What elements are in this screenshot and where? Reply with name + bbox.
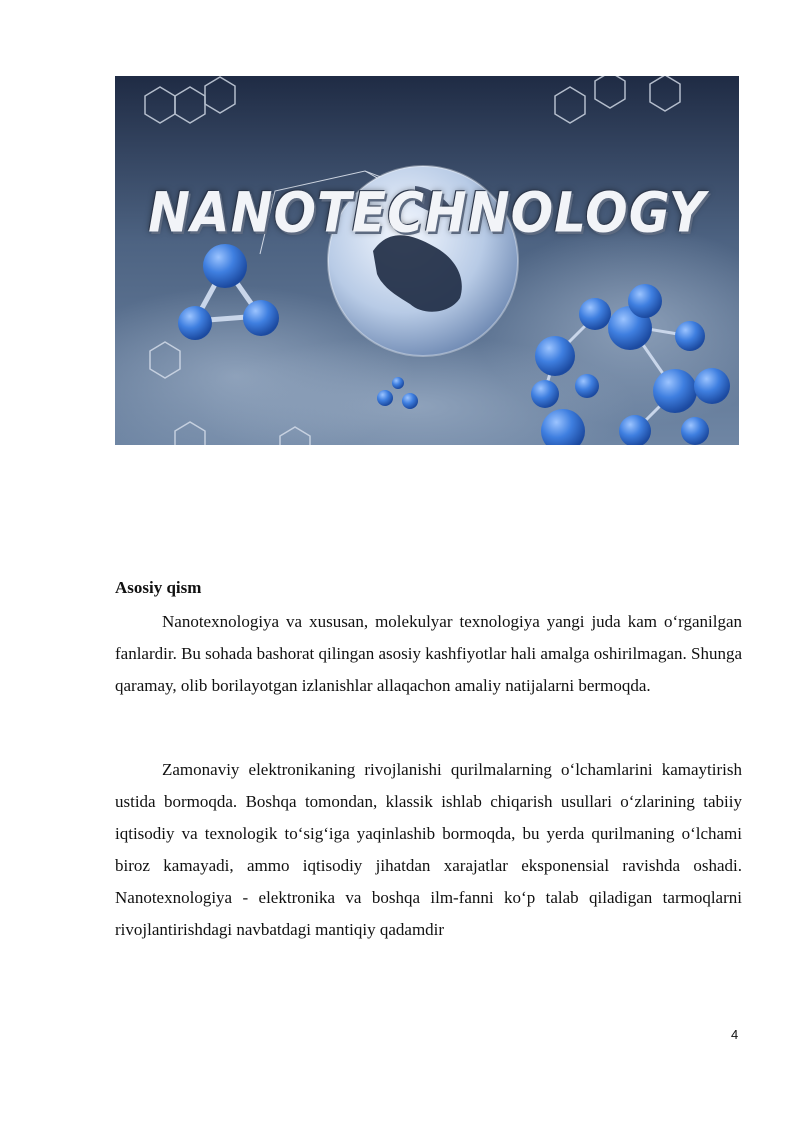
- paragraph-2: Zamonaviy elektronikaning rivojlanishi qurilmalarning o‘lchamlarini kamaytirish ustida bormoqda. Boshqa tomondan, klassik ishlab chiqarish usullari o‘zlarining tabiiy iqtisodiy va texnologik to‘sig‘iga yaqinlashib bormoqda, bu yerda qurilmaning o‘lchami biroz kamayadi, ammo iqtisodiy jihatdan xarajatlar eksponensial ravishda oshadi. Nanotexnologiya - elektronika va boshqa ilm-fanni ko‘p talab qiladigan tarmoqlarni rivojlantirishdagi navbatdagi mantiqiy qadamdir: [115, 760, 742, 939]
- section-heading: Asosiy qism: [115, 578, 202, 597]
- nanotechnology-banner-image: [115, 76, 739, 445]
- banner-illustration: [115, 76, 739, 445]
- banner-title: NANOTECHNOLOGY: [148, 181, 706, 245]
- paragraph-1: Nanotexnologiya va xususan, molekulyar texnologiya yangi juda kam o‘rganilgan fanlardir. Bu sohada bashorat qilingan asosiy kashfiyotlar hali amalga oshirilmagan. Shunga qaramay, olib borilayotgan izlanishlar allaqachon amaliy natijalarni bermoqda.: [115, 612, 742, 695]
- page-number: 4: [731, 1027, 739, 1042]
